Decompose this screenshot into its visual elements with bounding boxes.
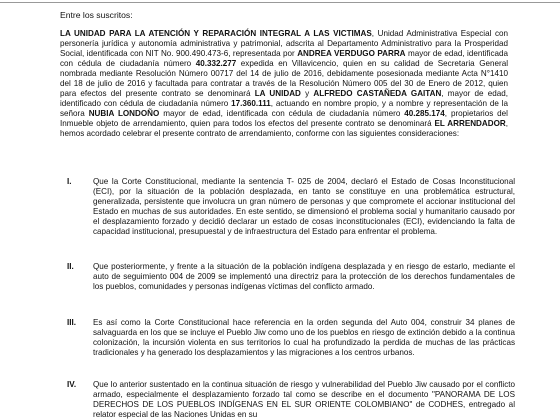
clause-4 [60,380,515,420]
parties-text-8: , propietarios del Inmueble objeto de arrendamiento, quien para todos los efectos del presente contrato se denominará [60,109,508,129]
unit-alias: LA UNIDAD [254,89,301,99]
clause-3 [60,318,515,358]
parties-text-2: mayor de edad, identificada con cédula de ciudadanía número [60,49,509,69]
clause-text: Que posteriormente, y frente a la situación de la población indígena desplazada y en riesgo de estarlo, mediante el auto de seguimiento 004 de 2009 se implementó una directriz para la protección de los derechos fundamentales de los pueblos, comunidades y personas indígenas víctimas del conflicto armado. [93,262,515,292]
top-rule [0,2,560,3]
parties-text-7: mayor de edad, identificada con cédula de ciudadanía número [159,109,405,119]
clause-text: Que lo anterior sustentado en la continua situación de riesgo y vulnerabilidad del Pueblo Jiw causado por el conflicto armado, especialmente el desplazamiento forzado tal como se describe en el documento "PANORAMA DE LOS DERECHOS DE LOS PUEBLOS INDÍGENAS EN EL SUR ORIENTE COLOMBIANO" de CODHES, entregado al relator especial de las Naciones Unidas en su [93,380,515,420]
clause-number: II. [67,262,74,271]
clause-2 [60,262,515,292]
parties-text-5: , mayor de edad, identificado con cédula de ciudadanía número [60,89,508,109]
representative-name: ANDREA VERDUGO PARRA [297,49,406,59]
intro-line: Entre los suscritos: [60,10,133,20]
parties-text-1: , Unidad Administrativa Especial con personería jurídica y autonomía administrativa y patrimonial, adscrita al Departamento Administrativo para la Prosperidad Social, identificada con NIT No. 900.490.473-6, representada por [60,29,508,59]
co-owner-name: NUBIA LONDOÑO [88,109,160,119]
parties-text-9: , hemos acordado celebrar el presente contrato de arrendamiento, conforme con las siguientes consideraciones: [60,119,508,139]
lessor-alias: EL ARRENDADOR [434,119,506,129]
clause-1 [60,177,515,237]
clause-number: IV. [67,380,77,389]
parties-text-6: , actuando en nombre propio, y a nombre y representación de la señora [60,99,508,119]
clause-number: III. [67,318,76,327]
co-owner-id: 40.285.174 [404,109,445,119]
clause-text: Que la Corte Constitucional, mediante la sentencia T- 025 de 2004, declaró el Estado de Cosas Inconstitucional (ECI), por la situación de la población desplazada, en tanto se constituye en una problemática estructural, generalizada, persistente que involucra un gran número de personas y que compromete el accionar institucional del Estado en muchas de sus autoridades. En este sentido, se dimensionó el problema social y humanitario causado por el desplazamiento forzado y decidió declarar un estado de cosas inconstitucionales (ECI), evidenciando la falta de capacidad institucional, presupuestal y de infraestructura del Estado para enfrentar el problema. [93,177,515,237]
clause-number: I. [67,177,72,186]
lessor-id: 17.360.111 [231,99,271,109]
parties-text-4: y [300,89,314,99]
representative-id: 40.332.277 [195,59,237,69]
lessor-name: ALFREDO CASTAÑEDA GAITAN [313,89,442,99]
parties-text-3: expedida en Villavicencio, quien en su calidad de Secretaria General nombrada mediante Resolución Número 00717 del 14 de julio de 2016, debidamente posesionada mediante Acta N°1410 del 18 de julio de 2016 y facultada para contratar a través de la Resolución Número 005 del 30 de Enero de 2012, quien para efectos del presente contrato se denominará [60,59,508,99]
clause-text: Es así como la Corte Constitucional hace referencia en la orden segunda del Auto 004, construir 34 planes de salvaguarda en los que se incluye el Pueblo Jiw como uno de los pueblos en riesgo de extinción debido a la continua colonización, la incursión violenta en sus territorios lo cual ha profundizado la perdida de muchas de las prácticas tradicionales y ha generado los desplazamientos y las migraciones a los centros urbanos. [93,318,515,358]
entity-name: LA UNIDAD PARA LA ATENCIÓN Y REPARACIÓN INTEGRAL A LAS VICTIMAS [60,29,372,38]
parties-paragraph [60,29,508,140]
